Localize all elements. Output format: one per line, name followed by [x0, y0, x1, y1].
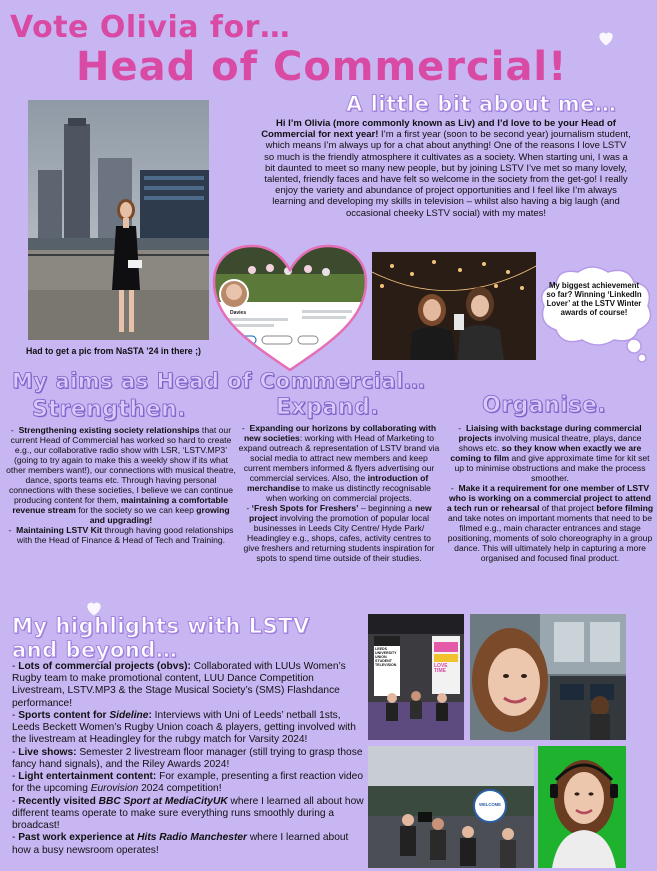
- aim-organise-point-2: - Make it a requirement for one member of LSTV who is working on a commercial project to attend a tech run or rehearsal of that project before filming and take notes on important moments that need to be filmed e.g., main character entrances and stage positioning, moments of solo choreography in a group dance. This will ultimately help in capturing a more organised and focused final product.: [446, 482, 654, 563]
- poster-label-a: LEEDS UNIVERSITY UNION STUDENT TELEVISION: [375, 647, 397, 667]
- highlight-item: - Live shows: Semester 2 livestream floor manager (still trying to grasp those fancy hand signals), and the Riley Awards 2024!: [12, 746, 363, 770]
- aim-strengthen-point-2: - Maintaining LSTV Kit through having good relationships with the Head of Finance & Head of Tech and Training.: [8, 524, 234, 545]
- awards-photo: [372, 252, 536, 360]
- green-screen-photo: [538, 746, 626, 868]
- profile-photo: [28, 100, 209, 340]
- sign-label: WELCOME: [479, 802, 501, 807]
- highlight-item: - Lots of commercial projects (obvs): Collaborated with LUUs Women’s Rugby team to make promotional content, LUU Dance Competition Livestream, LSTV.MP3 & the Stage Musical Society’s (SMS) Flashdance performance!: [12, 661, 346, 709]
- highlights-heading-line1: My highlights with LSTV: [12, 614, 310, 638]
- studio-photo: [368, 614, 464, 740]
- poster-label-b: LOVE TIME: [434, 663, 448, 675]
- linkedin-name: Davies: [230, 310, 247, 316]
- highlights-heading-line2: and beyond…: [12, 638, 178, 662]
- selfie-control-room-photo: [470, 614, 626, 740]
- highlight-item: - Recently visited BBC Sport at MediaCityUK where I learned all about how different teams operate to make sure everything runs smoothly during a broadcast!: [12, 795, 364, 832]
- highlight-item: - Light entertainment content: For example, presenting a first reaction video for the upcoming Eurovision 2024 competition!: [12, 771, 364, 795]
- aim-expand-point-2: - ‘Fresh Spots for Freshers’ – beginning a new project involving the promotion of popular local businesses in Leeds City Centre/ Hyde Park/ Headingley e.g., shops, cafes, activity centres to give freshers and returning students inspiration for spots to spend time outside of their studies.: [243, 502, 435, 563]
- about-intro-rest: I’m a first year (soon to be second year) journalism student, which means I’m always up for a chat about anything! One of the reasons I love LSTV so much is the friendly atmosphere it cultivates as a society. When starting uni, I was a bit daunted to meet so many new people, but by joining LSTV I’ve met so many lovely, talented, friendly faces and have felt so welcome in the society from the get-go! I really enjoy the variety and abundance of project opportunities and I feel like I’m always learning and developing my skills in television – whilst also having a big laugh (and occasional cheeky LSTV social) with my mates!: [264, 129, 631, 219]
- aim-strengthen-point-1: - Strengthening existing society relationships that our current Head of Commercial has worked so hard to create e.g., our collaborative radio show with LSR, ‘LSTV.MP3’ (going to try again to make this a weekly show if its what other members want!), our connections with musical theatre, dance, sports teams etc. Through having personal connections with these societies, I believe we can continue producing content for them, maintaining a comfortable revenue stream for the society so we can keep growing and upgrading!: [6, 425, 236, 525]
- about-text: [260, 118, 632, 219]
- aim-title-strengthen: Strengthen.: [32, 397, 187, 422]
- highlight-item: - Past work experience at Hits Radio Manchester where I learned about how a busy newsroom operates!: [12, 832, 349, 856]
- broadcast-crew-photo: [368, 746, 534, 868]
- about-heading: A little bit about me…: [346, 92, 617, 116]
- aims-heading: My aims as Head of Commercial…: [12, 369, 426, 393]
- linkedin-heart-photo: [212, 244, 368, 372]
- vote-line: Vote Olivia for…: [10, 10, 291, 45]
- thought-bubble-text: My biggest achievement so far? Winning ‘LinkedIn Lover’ at the LSTV Winter awards of course!: [546, 281, 642, 317]
- photo-caption: Had to get a pic from NaSTA ’24 in there ;): [26, 346, 201, 356]
- thought-bubble: [536, 264, 656, 364]
- highlight-item: - Sports content for Sideline: Interviews with Uni of Leeds’ netball 1sts, Leeds Beckett Women’s Rugby Union coach & players, getting involved with the livestream at Headingley for the rubgy match for Varsity 2024!: [12, 709, 356, 746]
- aim-title-organise: Organise.: [482, 393, 607, 418]
- aim-expand-point-1: - Expanding our horizons by collaborating with new societies: working with Head of Marketing to expand outreach & representation of LSTV brand via social media to attract new members and keep current members informed & flyers advertising our commercial services. Also, the introduction of merchandise to make us distinctly recognisable when working on commercial projects.: [238, 423, 440, 503]
- highlights-list: [12, 661, 364, 857]
- aim-column-expand: [238, 424, 440, 564]
- aim-column-strengthen: [6, 426, 236, 546]
- role-line: Head of Commercial!: [76, 44, 568, 90]
- aim-organise-point-1: - Liaising with backstage during commercial projects involving musical theatre, plays, dance shows etc. so they know when exactly we are coming to film and give approximate time for kit set up to minimise obstructions and make the process smoother.: [450, 423, 650, 483]
- aim-title-expand: Expand.: [276, 395, 380, 420]
- about-intro-bold: Hi I’m Olivia (more commonly known as Liv) and I’d love to be your Head of Commercial for next year!: [261, 118, 616, 141]
- aim-column-organise: [446, 424, 654, 564]
- heart-icon: [596, 28, 616, 48]
